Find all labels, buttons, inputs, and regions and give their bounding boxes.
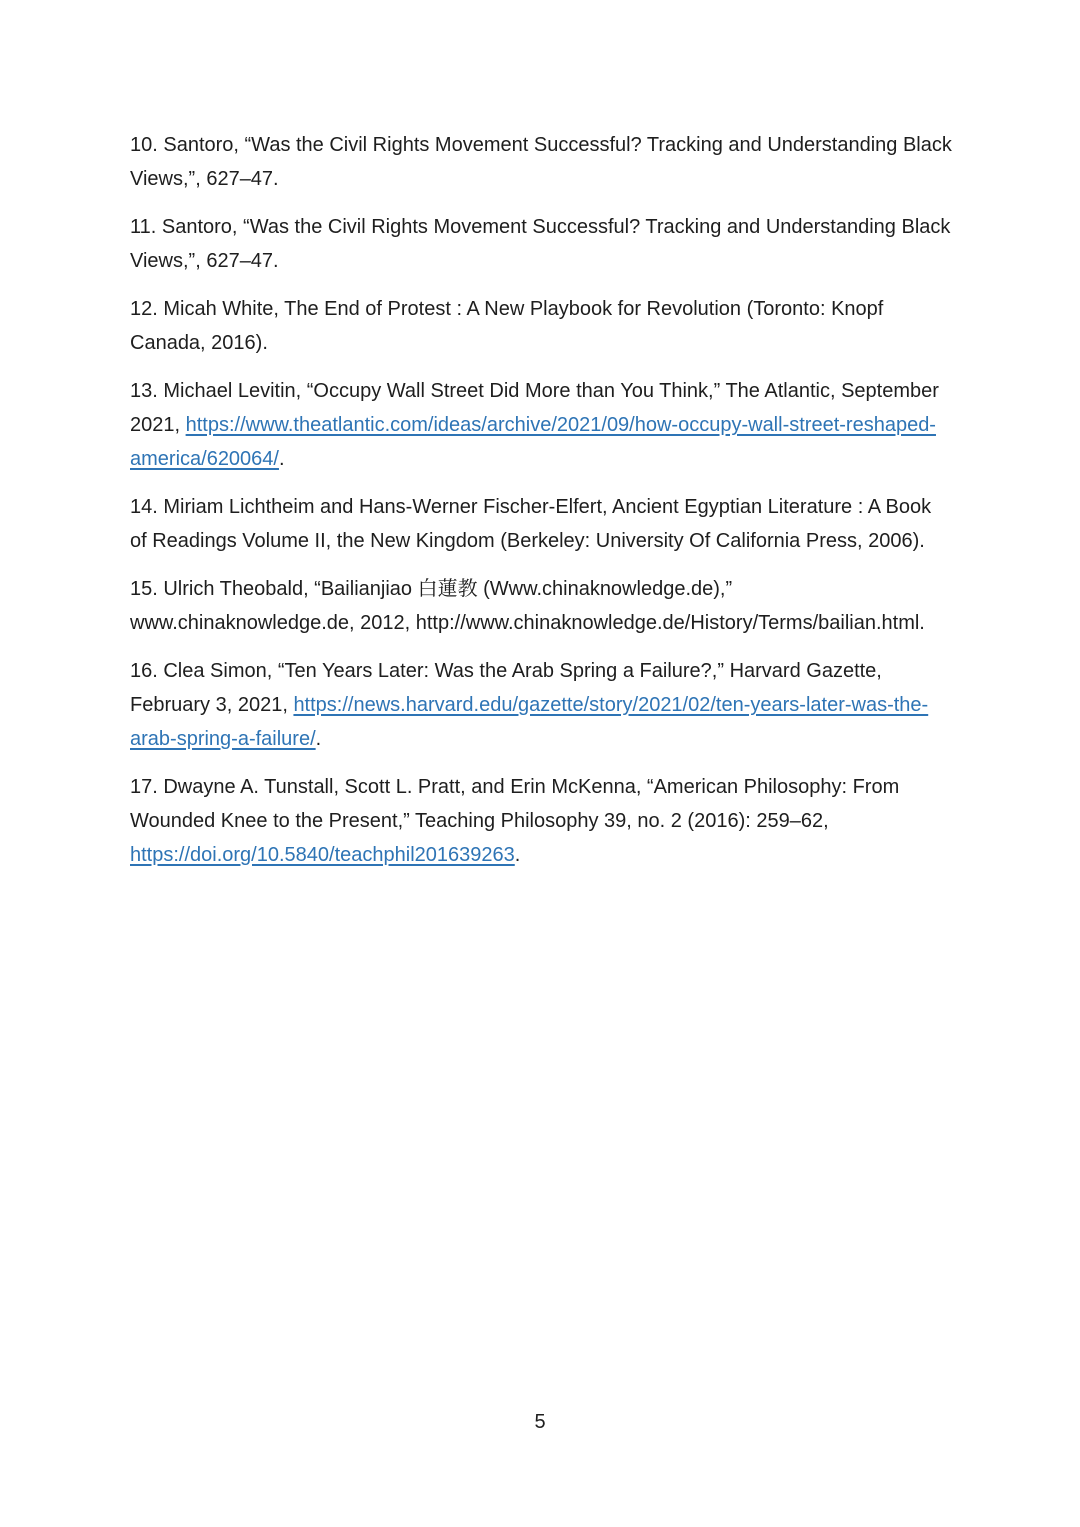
footnote-text: 12. Micah White, The End of Protest : A New Playbook for Revolution (Toronto: Knopf Canada, 2016).	[130, 298, 884, 354]
citation-link[interactable]: https://www.theatlantic.com/ideas/archive/2021/09/how-occupy-wall-street-reshaped-america/620064/	[130, 414, 936, 470]
footnote-text: 14. Miriam Lichtheim and Hans-Werner Fischer-Elfert, Ancient Egyptian Literature : A Book of Readings Volume II, the New Kingdom (Berkeley: University Of California Press, 2006).	[130, 496, 932, 552]
citation-link[interactable]: https://doi.org/10.5840/teachphil201639263	[130, 844, 515, 866]
footnote-text: 17. Dwayne A. Tunstall, Scott L. Pratt, and Erin McKenna, “American Philosophy: From Wounded Knee to the Present,” Teaching Philosophy 39, no. 2 (2016): 259–62,	[130, 776, 900, 832]
footnote-11	[130, 210, 952, 278]
footnote-17	[130, 770, 952, 872]
citation-link[interactable]: https://news.harvard.edu/gazette/story/2021/02/ten-years-later-was-the-arab-spring-a-failure/	[130, 694, 929, 750]
footnote-10	[130, 128, 952, 196]
footnote-text: 13. Michael Levitin, “Occupy Wall Street Did More than You Think,” The Atlantic, September 2021,	[130, 380, 939, 436]
footnote-14	[130, 490, 952, 558]
footnotes-container	[130, 128, 952, 886]
footnote-text: .	[278, 448, 285, 470]
footnote-15	[130, 572, 952, 640]
footnote-13	[130, 374, 952, 476]
footnote-12	[130, 292, 952, 360]
footnote-text: 11. Santoro, “Was the Civil Rights Movement Successful? Tracking and Understanding Black Views,”, 627–47.	[130, 216, 951, 272]
footnote-text: .	[315, 728, 322, 750]
footnote-16	[130, 654, 952, 756]
footnote-text: .	[514, 844, 521, 866]
page-number: 5	[534, 1411, 546, 1433]
footnote-text: 16. Clea Simon, “Ten Years Later: Was the Arab Spring a Failure?,” Harvard Gazette, February 3, 2021,	[130, 660, 882, 716]
footnote-text: 10. Santoro, “Was the Civil Rights Movement Successful? Tracking and Understanding Black Views,”, 627–47.	[130, 134, 952, 190]
footnote-text: 15. Ulrich Theobald, “Bailianjiao 白蓮教 (Www.chinaknowledge.de),” www.chinaknowledge.de, 2012, http://www.chinaknowledge.de/History/Terms/bailian.html.	[130, 578, 925, 634]
